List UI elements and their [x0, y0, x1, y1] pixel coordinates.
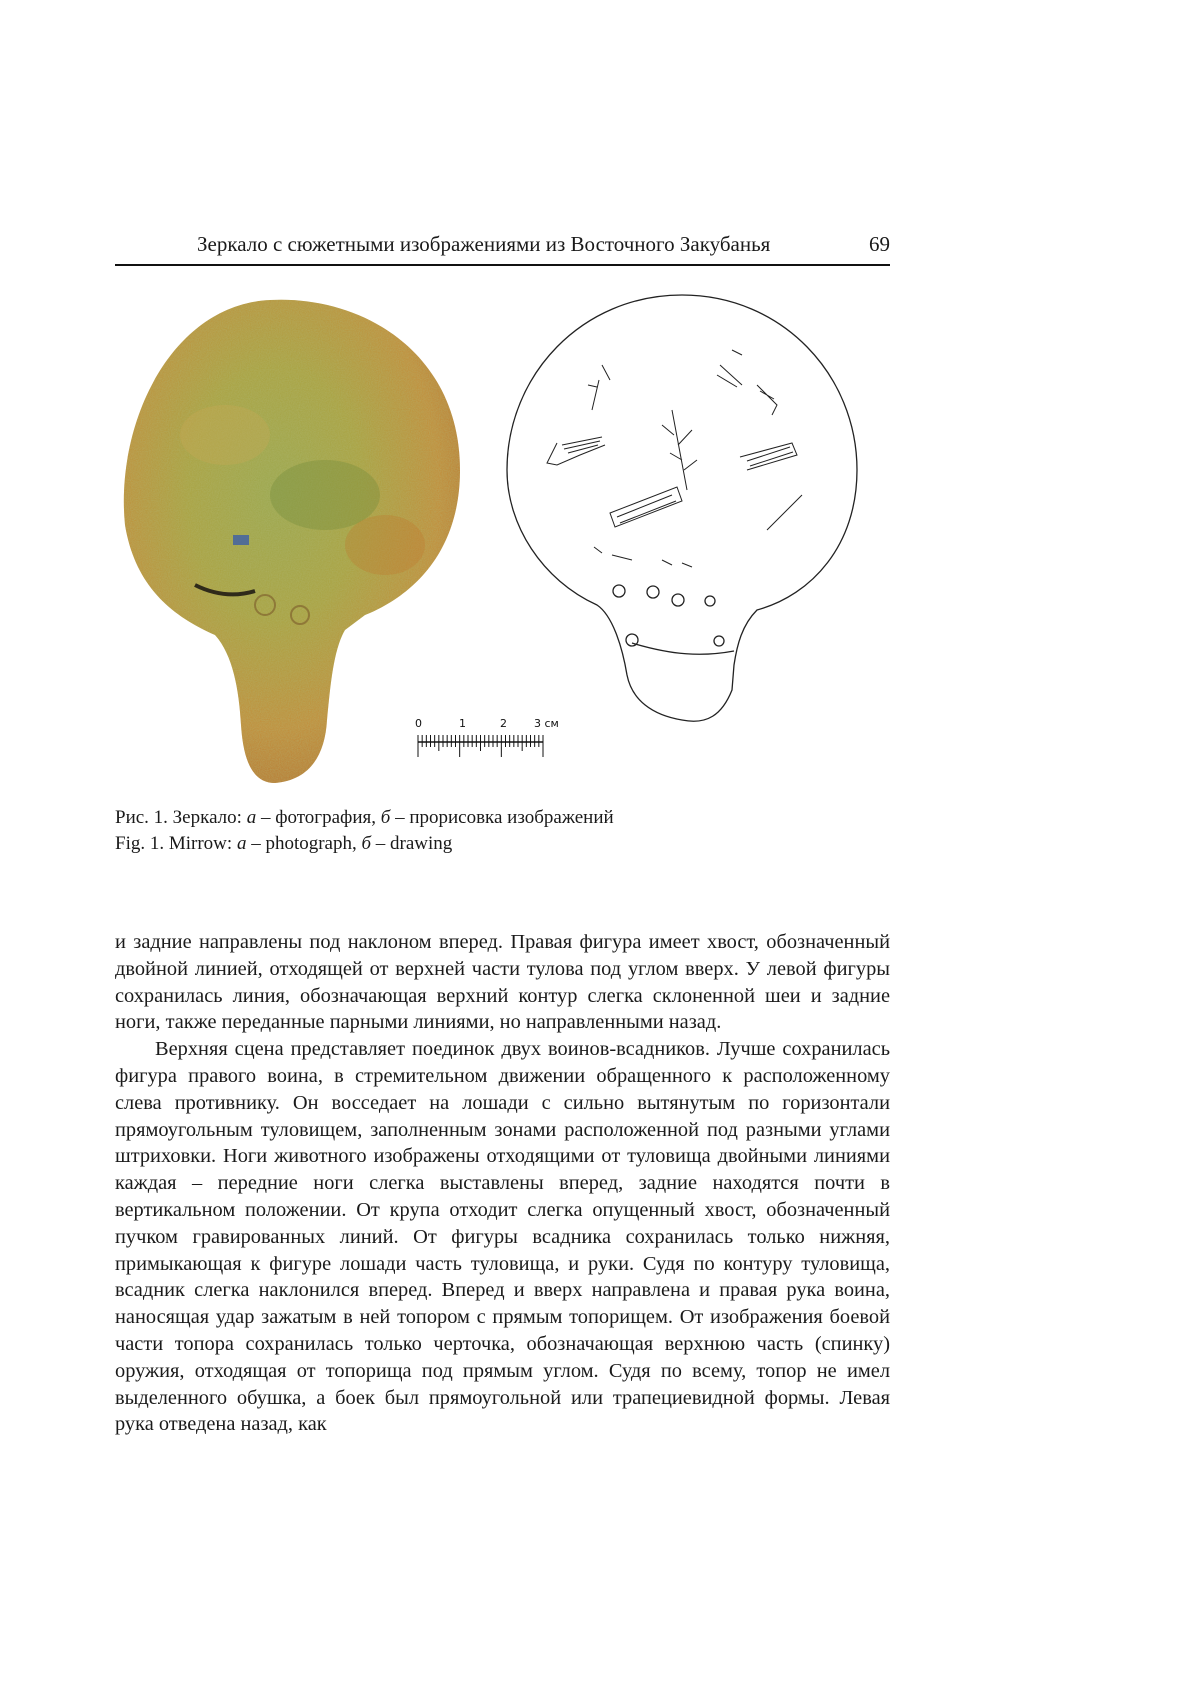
running-title: Зеркало с сюжетными изображениями из Восточного Закубанья [197, 232, 771, 256]
caption-en: Fig. 1. Mirrow: а – photograph, б – drawing [115, 833, 453, 854]
paragraph-2: Верхняя сцена представляет поединок двух воинов-всадников. Лучше сохранилась фигура правого воина, в стремительном движении обращенного к расположенному слева противнику. Он восседает на лошади с сильно вытянутым по горизонтали прямоугольным туловищем, заполненным зонами расположенной под разными углами штриховки. Ноги животного изображены отходящими от туловища двойными линиями каждая – передние ноги слегка выставлены вперед, задние находятся почти в вертикальном положении. От крупа отходит слегка опущенный хвост, обозначенный пучком гравированных линий. От фигуры всадника сохранилась только нижняя, примыкающая к фигуре лошади часть туловища, и руки. Судя по контуру туловища, всадник слегка наклонился вперед. Вперед и вверх направлена и правая рука воина, наносящая удар зажатым в ней топором с прямым топорищем. От изображения боевой части топора сохранилась только черточка, обозначающая верхнюю часть (спинку) оружия, отходящая от топорища под прямым углом. Судя по всему, топор не имел выделенного обушка, а боек был прямоугольной или трапециевидной формы. Левая рука отведена назад, как [115, 1038, 890, 1436]
mirror-drawing [502, 295, 862, 735]
engraved-figures [547, 350, 802, 567]
scale-label-2: 2 [500, 717, 507, 730]
scale-bar [415, 715, 559, 770]
body-text [115, 929, 890, 1438]
scale-label-0: 0 [415, 717, 422, 730]
figure-1 [115, 295, 890, 795]
mirror-outline [507, 295, 857, 721]
running-header [115, 228, 890, 266]
mirror-photograph [115, 295, 485, 785]
scale-label-1: 1 [459, 717, 466, 730]
figure-caption [115, 805, 614, 857]
paragraph-1: и задние направлены под наклоном вперед. Правая фигура имеет хвост, обозначенный двойной линией, отходящей от верхней части тулова под углом вверх. У левой фигуры сохранилась линия, обозначающая верхний контур слегка склоненной шеи и задние ноги, также переданные парными линиями, но направленными назад. [115, 931, 890, 1034]
page-number: 69 [869, 232, 890, 256]
scale-label-3: 3 см [534, 717, 559, 730]
caption-ru: Рис. 1. Зеркало: а – фотография, б – прорисовка изображений [115, 807, 614, 828]
